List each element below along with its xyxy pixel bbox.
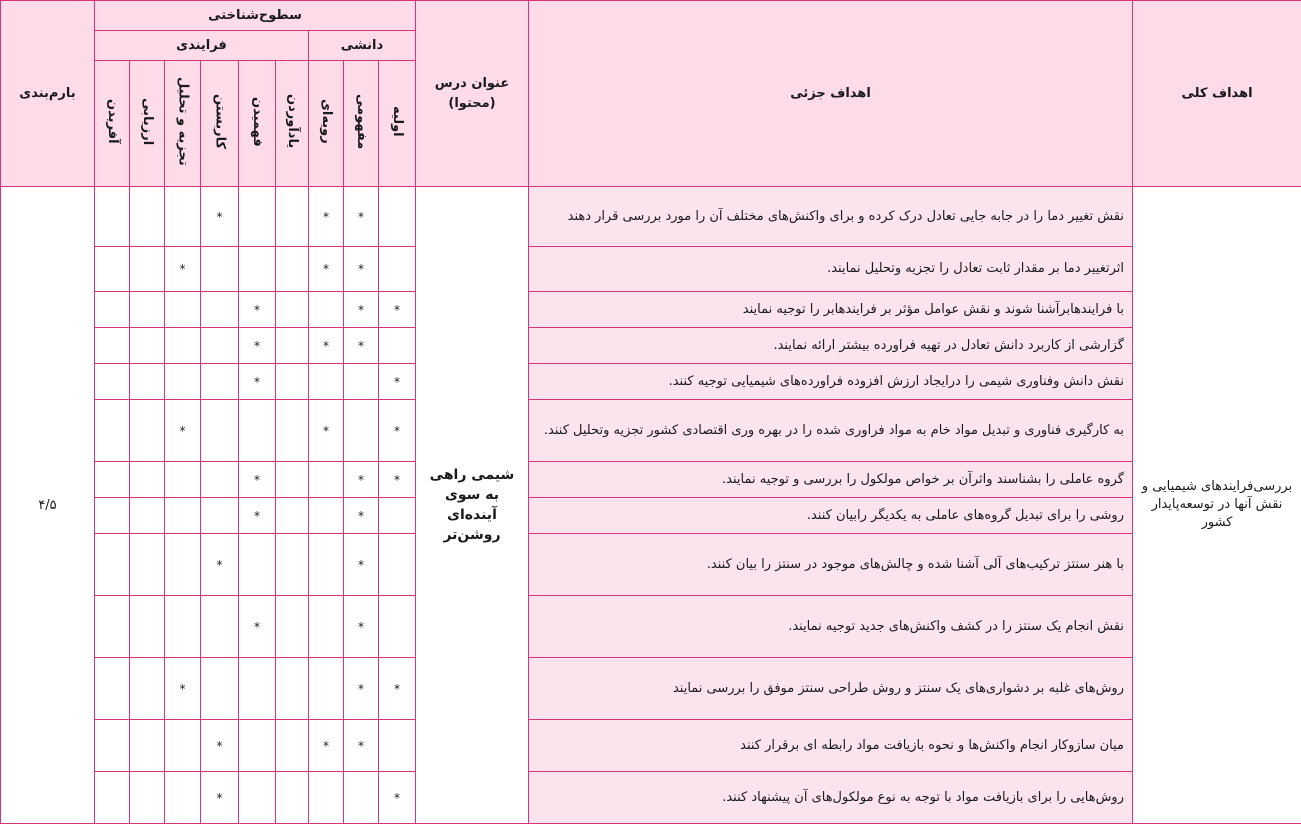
- level-mark-cell: *: [239, 364, 276, 400]
- header-procedural: فرایندی: [95, 31, 309, 61]
- level-mark-cell: [309, 772, 344, 824]
- level-mark-cell: [130, 658, 165, 720]
- detailed-goal: گروه عاملی را بشناسند واثرآن بر خواص مولکول را بررسی و توجیه نمایند.: [529, 462, 1133, 498]
- header-level-label: آفریدن: [105, 99, 120, 144]
- lesson-title: شیمی راهی به سوی آینده‌ای روشن‌تر: [416, 187, 529, 824]
- level-mark-cell: [130, 292, 165, 328]
- table-row: [1, 364, 1301, 400]
- level-mark-cell: [276, 364, 309, 400]
- level-mark-cell: [239, 400, 276, 462]
- level-mark-cell: [276, 596, 309, 658]
- level-mark-cell: [130, 772, 165, 824]
- level-mark-cell: [165, 534, 201, 596]
- level-mark-cell: [309, 364, 344, 400]
- level-mark-cell: [130, 534, 165, 596]
- level-mark-cell: [95, 658, 130, 720]
- header-level: [309, 61, 344, 187]
- level-mark-cell: *: [239, 498, 276, 534]
- level-mark-cell: [344, 772, 379, 824]
- table-row: [1, 596, 1301, 658]
- level-mark-cell: [239, 187, 276, 247]
- level-mark-cell: [344, 400, 379, 462]
- level-mark-cell: [95, 364, 130, 400]
- detailed-goal: روشی را برای تبدیل گروه‌های عاملی به یکدیگر رابیان کنند.: [529, 498, 1133, 534]
- level-mark-cell: *: [379, 658, 416, 720]
- level-mark-cell: [95, 498, 130, 534]
- level-mark-cell: [309, 596, 344, 658]
- level-mark-cell: [201, 292, 239, 328]
- level-mark-cell: *: [344, 187, 379, 247]
- header-detailed-goals: اهداف جزئی: [529, 1, 1133, 187]
- level-mark-cell: *: [309, 187, 344, 247]
- detailed-goal: روش‌های غلبه بر دشواری‌های یک سنتز و روش طراحی سنتز موفق را بررسی نمایند: [529, 658, 1133, 720]
- level-mark-cell: [165, 596, 201, 658]
- level-mark-cell: *: [379, 364, 416, 400]
- level-mark-cell: [379, 720, 416, 772]
- level-mark-cell: [95, 247, 130, 292]
- level-mark-cell: *: [344, 720, 379, 772]
- level-mark-cell: *: [344, 534, 379, 596]
- level-mark-cell: *: [379, 292, 416, 328]
- level-mark-cell: [95, 328, 130, 364]
- detailed-goal: نقش تغییر دما را در جابه جایی تعادل درک کرده و برای واکنش‌های مختلف آن را مورد بررسی قرار دهند: [529, 187, 1133, 247]
- header-level-label: مفهومی: [354, 93, 369, 150]
- level-mark-cell: [276, 534, 309, 596]
- header-level: [201, 61, 239, 187]
- level-mark-cell: *: [309, 247, 344, 292]
- table-row: [1, 498, 1301, 534]
- level-mark-cell: *: [239, 328, 276, 364]
- header-scoring: بارم‌بندی: [1, 1, 95, 187]
- header-level-label: فهمیدن: [250, 96, 265, 147]
- level-mark-cell: [165, 328, 201, 364]
- table-row: [1, 292, 1301, 328]
- level-mark-cell: *: [379, 400, 416, 462]
- level-mark-cell: *: [309, 328, 344, 364]
- header-level-label: اولیه: [390, 106, 405, 137]
- level-mark-cell: *: [239, 292, 276, 328]
- level-mark-cell: [130, 596, 165, 658]
- level-mark-cell: [165, 720, 201, 772]
- level-mark-cell: [95, 400, 130, 462]
- level-mark-cell: [276, 328, 309, 364]
- level-mark-cell: [309, 462, 344, 498]
- level-mark-cell: *: [344, 462, 379, 498]
- detailed-goal: نقش انجام یک سنتز را در کشف واکنش‌های جدید توجیه نمایند.: [529, 596, 1133, 658]
- level-mark-cell: [201, 658, 239, 720]
- level-mark-cell: [130, 498, 165, 534]
- table-row: [1, 462, 1301, 498]
- detailed-goal: با هنر سنتز ترکیب‌های آلی آشنا شده و چالش‌های موجود در سنتز را بیان کنند.: [529, 534, 1133, 596]
- table-row: [1, 658, 1301, 720]
- level-mark-cell: [276, 400, 309, 462]
- level-mark-cell: [130, 400, 165, 462]
- detailed-goal: گزارشی از کاربرد دانش تعادل در تهیه فراورده بیشتر ارائه نمایند.: [529, 328, 1133, 364]
- detailed-goal: اثرتغییر دما بر مقدار ثابت تعادل را تجزیه وتحلیل نمایند.: [529, 247, 1133, 292]
- level-mark-cell: [276, 462, 309, 498]
- level-mark-cell: [309, 658, 344, 720]
- level-mark-cell: *: [379, 462, 416, 498]
- header-general-goals: اهداف کلی: [1133, 1, 1301, 187]
- level-mark-cell: [130, 247, 165, 292]
- level-mark-cell: [309, 498, 344, 534]
- level-mark-cell: [130, 328, 165, 364]
- level-mark-cell: [379, 247, 416, 292]
- level-mark-cell: *: [239, 462, 276, 498]
- level-mark-cell: [130, 720, 165, 772]
- table-row: [1, 400, 1301, 462]
- level-mark-cell: [95, 596, 130, 658]
- level-mark-cell: *: [165, 247, 201, 292]
- level-mark-cell: [276, 772, 309, 824]
- level-mark-cell: *: [309, 720, 344, 772]
- level-mark-cell: [276, 187, 309, 247]
- level-mark-cell: *: [201, 187, 239, 247]
- level-mark-cell: [201, 596, 239, 658]
- header-level: [239, 61, 276, 187]
- level-mark-cell: *: [379, 772, 416, 824]
- level-mark-cell: [276, 292, 309, 328]
- detailed-goal: با فرایندهابرآشنا شوند و نقش عوامل مؤثر بر فرایندهابر را توجیه نمایند: [529, 292, 1133, 328]
- header-level: [379, 61, 416, 187]
- level-mark-cell: [379, 596, 416, 658]
- level-mark-cell: [95, 534, 130, 596]
- level-mark-cell: [165, 462, 201, 498]
- detailed-goal: نقش دانش وفناوری شیمی را درایجاد ارزش افزوده فراورده‌های شیمیایی توجیه کنند.: [529, 364, 1133, 400]
- level-mark-cell: [379, 498, 416, 534]
- detailed-goal: میان سازوکار انجام واکنش‌ها و نحوه بازیافت مواد رابطه ای برقرار کنند: [529, 720, 1133, 772]
- table-row: [1, 247, 1301, 292]
- level-mark-cell: [379, 187, 416, 247]
- level-mark-cell: [239, 772, 276, 824]
- level-mark-cell: [276, 498, 309, 534]
- level-mark-cell: [95, 187, 130, 247]
- table-row: [1, 534, 1301, 596]
- level-mark-cell: *: [165, 400, 201, 462]
- level-mark-cell: *: [309, 400, 344, 462]
- level-mark-cell: [379, 328, 416, 364]
- level-mark-cell: *: [344, 292, 379, 328]
- level-mark-cell: [344, 364, 379, 400]
- header-level-label: تجزیه و تحلیل: [175, 77, 191, 166]
- header-level-label: رویه‌ای: [319, 99, 334, 144]
- level-mark-cell: *: [344, 658, 379, 720]
- header-cognitive-levels: سطوح‌شناختی: [95, 1, 416, 31]
- level-mark-cell: [276, 720, 309, 772]
- score-value: ۴/۵: [1, 187, 95, 824]
- level-mark-cell: *: [201, 720, 239, 772]
- level-mark-cell: [239, 534, 276, 596]
- level-mark-cell: *: [239, 596, 276, 658]
- header-level: [344, 61, 379, 187]
- level-mark-cell: [201, 462, 239, 498]
- header-level: [165, 61, 201, 187]
- header-knowledge: دانشی: [309, 31, 416, 61]
- level-mark-cell: [165, 498, 201, 534]
- level-mark-cell: [309, 292, 344, 328]
- table-row: [1, 187, 1301, 247]
- header-level: [130, 61, 165, 187]
- level-mark-cell: *: [344, 328, 379, 364]
- level-mark-cell: *: [165, 658, 201, 720]
- level-mark-cell: [201, 364, 239, 400]
- detailed-goal: روش‌هایی را برای بازیافت مواد با توجه به نوع مولکول‌های آن پیشنهاد کنند.: [529, 772, 1133, 824]
- general-goal: بررسی‌فرایندهای شیمیایی و نقش آنها در توسعه‌پایدار کشور: [1133, 187, 1301, 824]
- level-mark-cell: [309, 534, 344, 596]
- header-level-label: یادآوردن: [285, 94, 300, 149]
- level-mark-cell: [95, 772, 130, 824]
- level-mark-cell: [276, 247, 309, 292]
- level-mark-cell: [130, 364, 165, 400]
- level-mark-cell: [95, 462, 130, 498]
- level-mark-cell: [95, 292, 130, 328]
- level-mark-cell: [165, 292, 201, 328]
- header-level: [276, 61, 309, 187]
- level-mark-cell: [165, 772, 201, 824]
- level-mark-cell: [239, 720, 276, 772]
- header-lesson-title: عنوان درس (محتوا): [416, 1, 529, 187]
- level-mark-cell: *: [344, 247, 379, 292]
- header-level-label: کاربستن: [212, 93, 228, 150]
- level-mark-cell: [276, 658, 309, 720]
- level-mark-cell: [239, 658, 276, 720]
- detailed-goal: به کارگیری فناوری و تبدیل مواد خام به مواد فراوری شده را در بهره وری اقتصادی کشور تجزیه وتحلیل کنند.: [529, 400, 1133, 462]
- level-mark-cell: [201, 328, 239, 364]
- level-mark-cell: *: [201, 534, 239, 596]
- level-mark-cell: [379, 534, 416, 596]
- level-mark-cell: [165, 187, 201, 247]
- level-mark-cell: [201, 400, 239, 462]
- level-mark-cell: [130, 462, 165, 498]
- level-mark-cell: *: [344, 498, 379, 534]
- level-mark-cell: [130, 187, 165, 247]
- table-row: [1, 328, 1301, 364]
- header-level: [95, 61, 130, 187]
- table-row: [1, 772, 1301, 824]
- level-mark-cell: [201, 498, 239, 534]
- level-mark-cell: *: [344, 596, 379, 658]
- level-mark-cell: [239, 247, 276, 292]
- level-mark-cell: [201, 247, 239, 292]
- header-level-label: ارزیابی: [140, 97, 155, 146]
- table-row: [1, 720, 1301, 772]
- level-mark-cell: *: [201, 772, 239, 824]
- level-mark-cell: [95, 720, 130, 772]
- level-mark-cell: [165, 364, 201, 400]
